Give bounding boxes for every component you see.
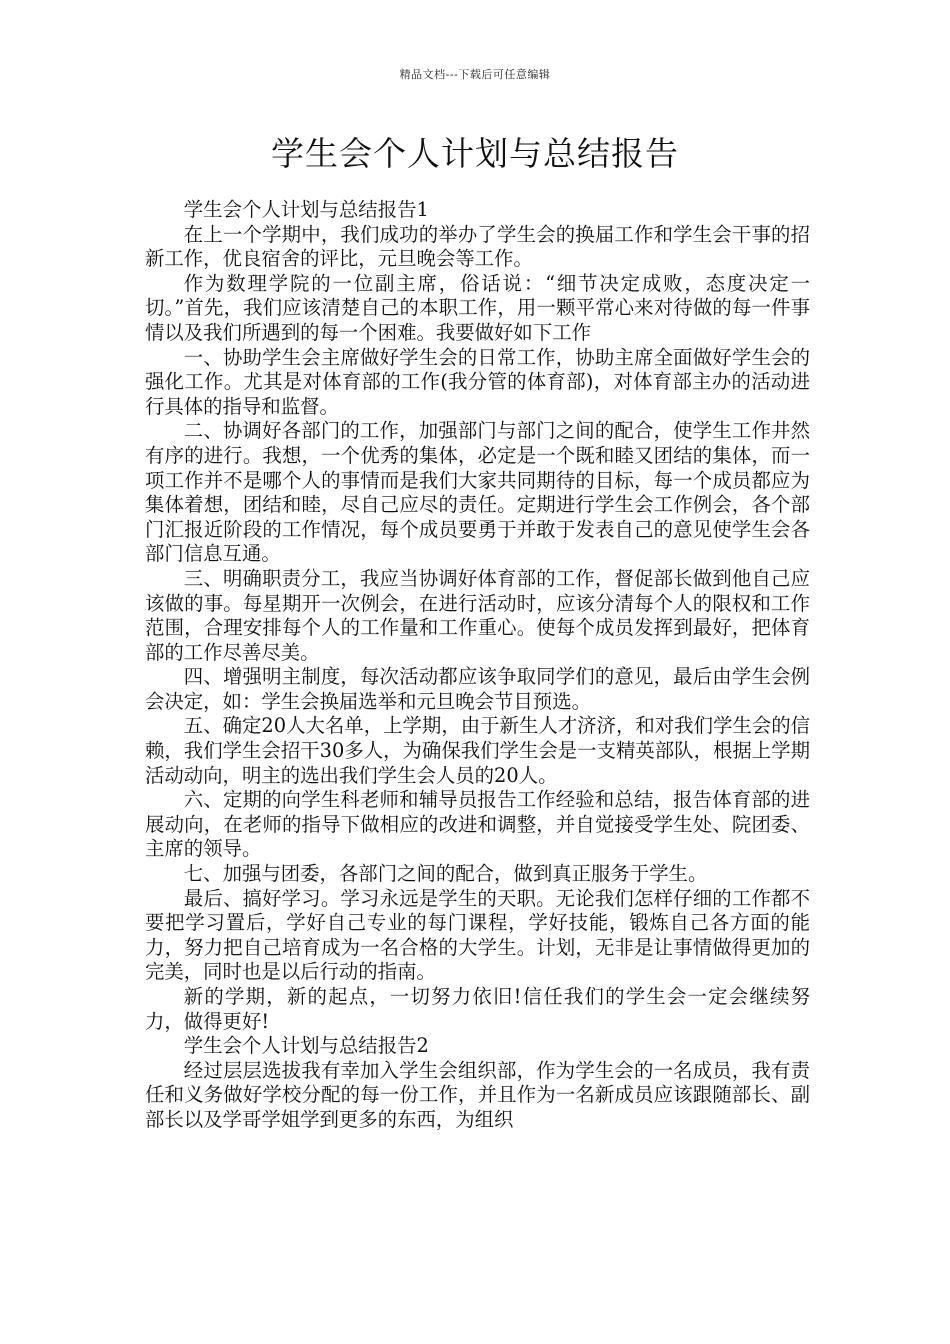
paragraph: 经过层层选拔我有幸加入学生会组织部，作为学生会的一名成员，我有责任和义务做好学校分配的每一份工作，并且作为一名新成员应该跟随部长、副部长以及学哥学姐学到更多的东西，为组织 bbox=[145, 1058, 810, 1131]
paragraph: 在上一个学期中，我们成功的举办了学生会的换届工作和学生会干事的招新工作，优良宿舍的评比，元旦晚会等工作。 bbox=[145, 222, 810, 271]
section-heading-1: 学生会个人计划与总结报告1 bbox=[183, 198, 429, 221]
document-title: 学生会个人计划与总结报告 bbox=[271, 134, 679, 173]
section-heading-2: 学生会个人计划与总结报告2 bbox=[183, 1034, 429, 1058]
paragraph: 最后、搞好学习。学习永远是学生的天职。无论我们怎样仔细的工作都不要把学习置后，学好自己专业的每门课程，学好技能，锻炼自己各方面的能力，努力把自己培育成为一名合格的大学生。计划，无非是让事情做得更加的完美，同时也是以后行动的指南。 bbox=[145, 886, 810, 984]
paragraph: 一、协助学生会主席做好学生会的日常工作，协助主席全面做好学生会的强化工作。尤其是对体育部的工作(我分管的体育部)，对体育部主办的活动进行具体的指导和监督。 bbox=[145, 345, 810, 418]
header-note: 精品文档---下载后可任意编辑 bbox=[399, 68, 551, 81]
paragraph: 四、增强明主制度，每次活动都应该争取同学们的意见，最后由学生会例会决定，如：学生会换届选举和元旦晚会节目预选。 bbox=[145, 665, 810, 713]
paragraph: 五、确定20人大名单，上学期，由于新生人才济济，和对我们学生会的信赖，我们学生会招干30多人，为确保我们学生会是一支精英部队，根据上学期活动动向，明主的选出我们学生会人员的20人。 bbox=[145, 714, 810, 787]
paragraph: 三、明确职责分工，我应当协调好体育部的工作，督促部长做到他自己应该做的事。每星期开一次例会，在进行活动时，应该分清每个人的限权和工作范围，合理安排每个人的工作量和工作重心。使每个成员发挥到最好，把体育部的工作尽善尽美。 bbox=[145, 566, 810, 664]
paragraph: 作为数理学院的一位副主席，俗话说：“细节决定成败，态度决定一切。”首先，我们应该清楚自己的本职工作，用一颗平常心来对待做的每一件事情以及我们所遇到的每一个困难。我要做好如下工作 bbox=[145, 271, 810, 344]
paragraph: 新的学期，新的起点，一切努力依旧!信任我们的学生会一定会继续努力，做得更好! bbox=[145, 985, 810, 1033]
paragraph: 二、协调好各部门的工作，加强部门与部门之间的配合，使学生工作井然有序的进行。我想，一个优秀的集体，必定是一个既和睦又团结的集体，而一项工作并不是哪个人的事情而是我们大家共同期待的目标，每一个成员都应为集体着想，团结和睦，尽自己应尽的责任。定期进行学生会工作例会，各个部门汇报近阶段的工作情况，每个成员要勇于并敢于发表自己的意见使学生会各部门信息互通。 bbox=[145, 419, 810, 566]
document-body bbox=[145, 198, 810, 1133]
paragraph: 七、加强与团委，各部门之间的配合，做到真正服务于学生。 bbox=[183, 862, 708, 886]
paragraph: 六、定期的向学生科老师和辅导员报告工作经验和总结，报告体育部的进展动向，在老师的指导下做相应的改进和调整，并自觉接受学生处、院团委、主席的领导。 bbox=[145, 788, 810, 861]
